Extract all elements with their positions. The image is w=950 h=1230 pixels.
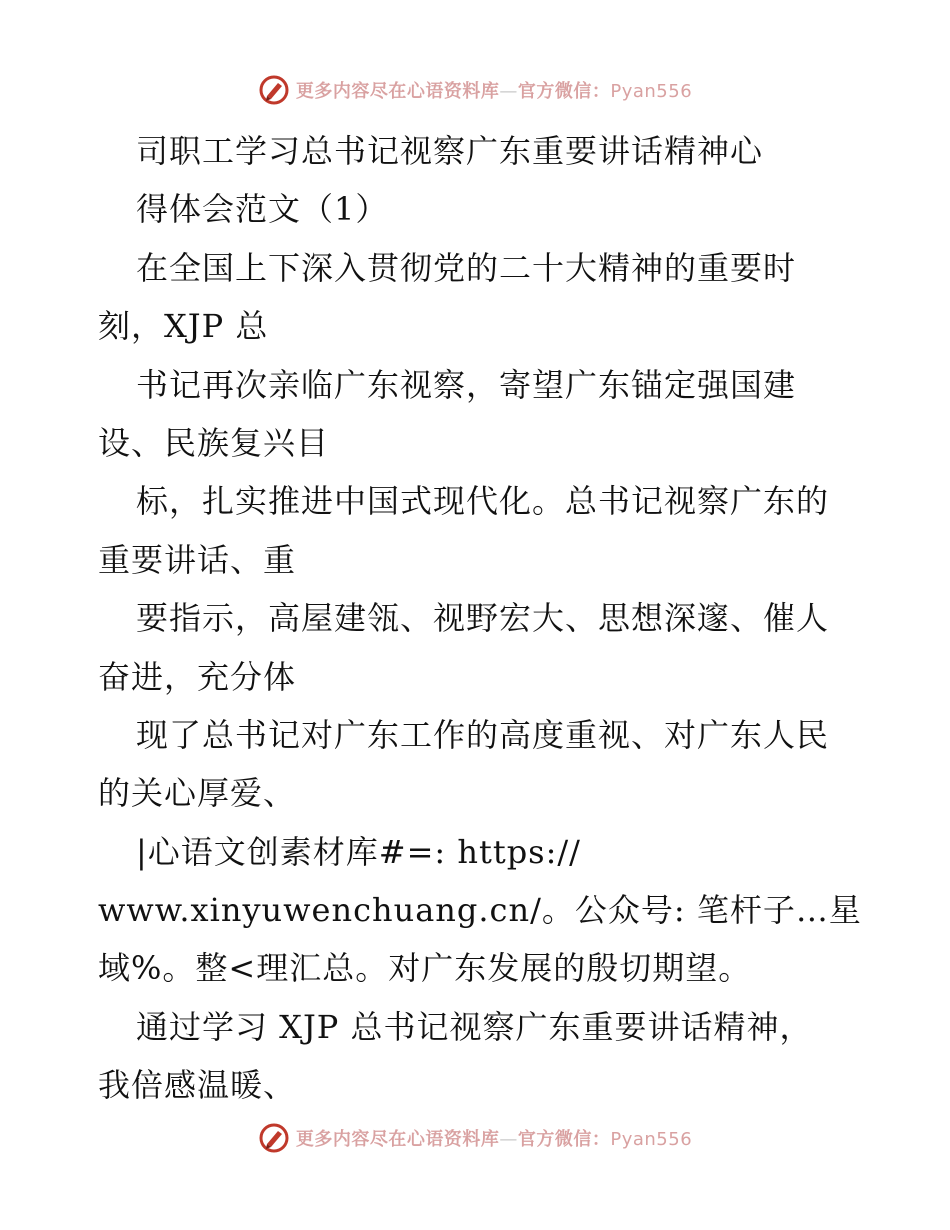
doc-line: 奋进，充分体 [98,657,297,696]
doc-line: |心语文创素材库#=: https:// [136,832,581,871]
banner-wechat-id: Pyan556 [610,1129,693,1150]
banner-dash: — [499,81,518,102]
document-body [98,122,862,1112]
footer-banner [0,1118,950,1158]
doc-line: 在全国上下深入贯彻党的二十大精神的重要时 [136,248,797,287]
doc-line: www.xinyuwenchuang.cn/。公众号: 笔杆子…星 [98,891,862,930]
banner-dash: — [499,1129,518,1150]
header-banner-text [296,77,692,103]
doc-line: 我倍感温暖、 [98,1066,297,1105]
footer-banner-text [296,1125,692,1151]
doc-line: 要指示，高屋建瓴、视野宏大、思想深邃、催人 [136,599,830,638]
pen-logo-icon [258,1122,290,1154]
banner-wechat-id: Pyan556 [610,81,693,102]
banner-official-label: 官方微信： [517,81,611,102]
banner-brand: 更多内容尽在心语资料库 [295,81,500,102]
banner-official-label: 官方微信： [517,1129,611,1150]
pen-logo-icon [258,74,290,106]
doc-line: 通过学习 XJP 总书记视察广东重要讲话精神， [136,1007,813,1046]
doc-line: 现了总书记对广东工作的高度重视、对广东人民 [136,715,830,754]
header-banner [0,70,950,110]
doc-line: 刻，XJP 总 [98,307,269,346]
doc-line: 书记再次亲临广东视察，寄望广东锚定强国建 [136,365,797,404]
banner-brand: 更多内容尽在心语资料库 [295,1129,500,1150]
doc-line: 重要讲话、重 [98,540,297,579]
doc-line: 标，扎实推进中国式现代化。总书记视察广东的 [136,482,830,521]
doc-line: 得体会范文（1） [136,190,389,229]
doc-line: 设、民族复兴目 [98,423,330,462]
doc-line: 域%。整<理汇总。对广东发展的殷切期望。 [98,949,752,988]
doc-line: 的关心厚爱、 [98,774,297,813]
doc-line: 司职工学习总书记视察广东重要讲话精神心 [136,132,764,170]
